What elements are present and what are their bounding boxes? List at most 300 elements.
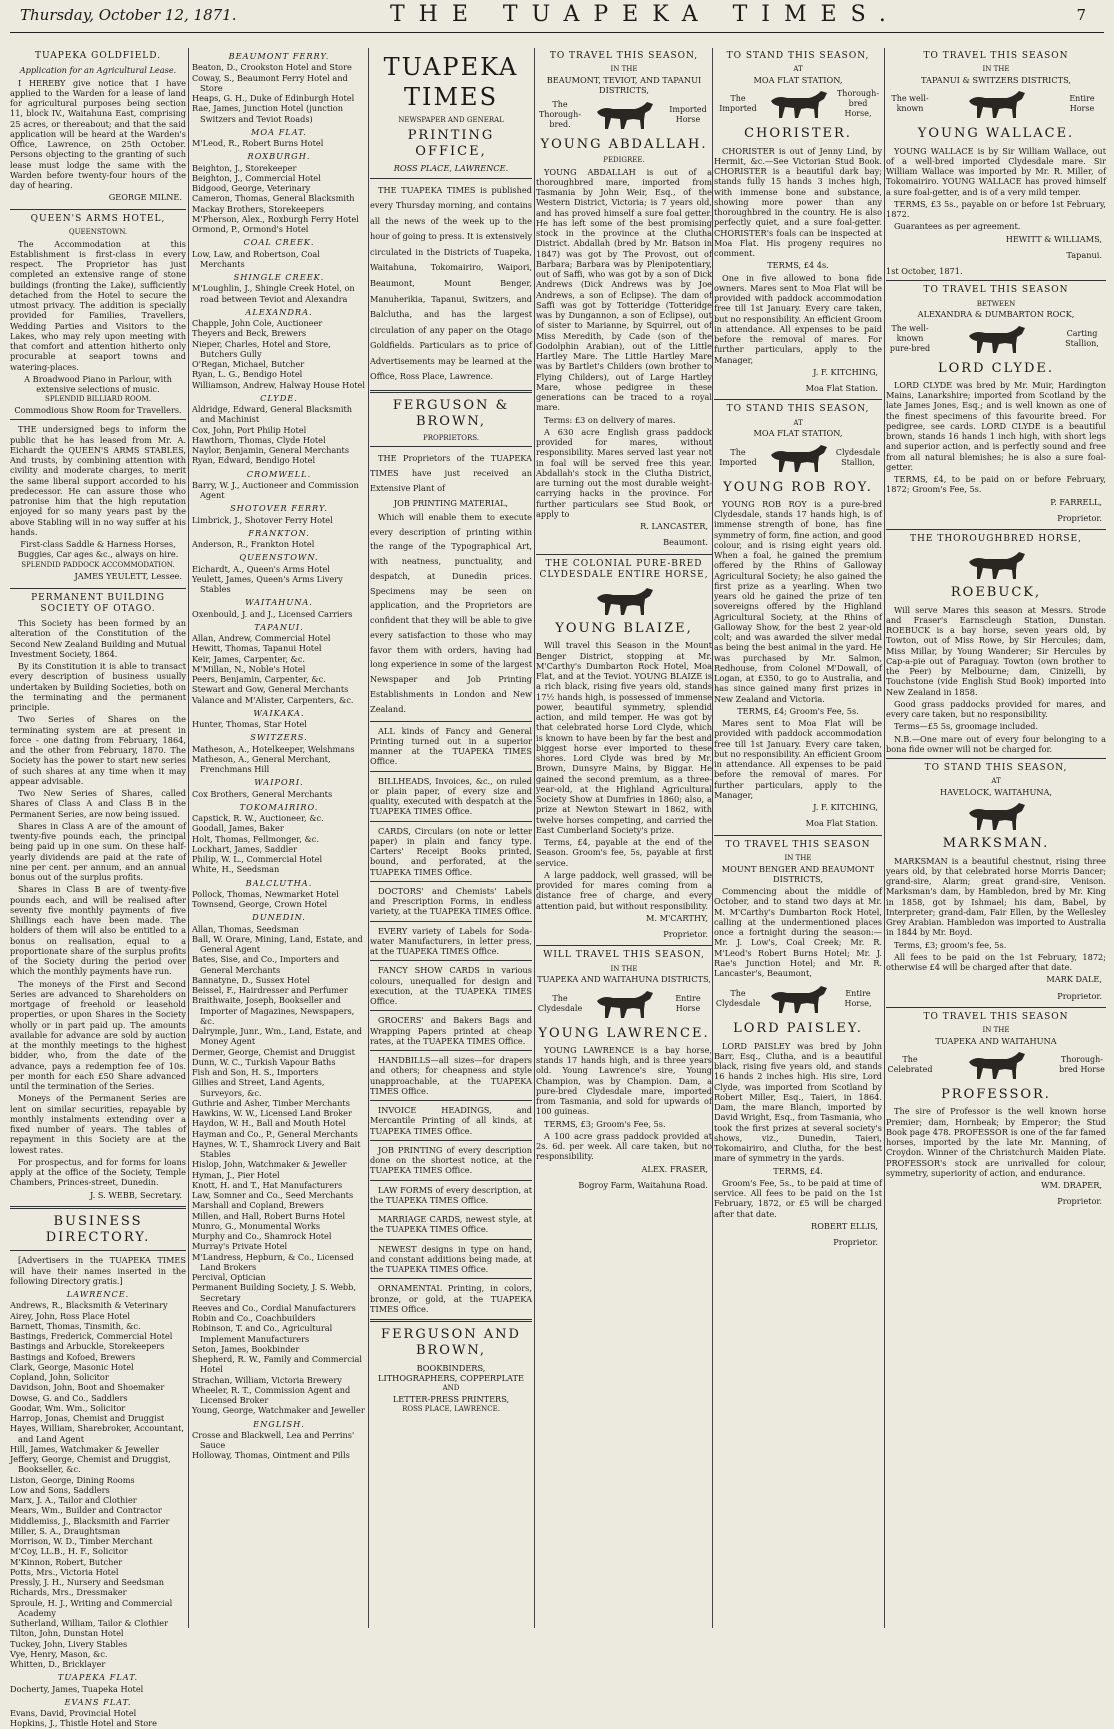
- ad-signature: M. M'CARTHY,: [646, 912, 708, 923]
- directory-list: [10, 1684, 186, 1694]
- ad-districts: MOUNT BENGER AND BEAUMONT DISTRICTS,: [721, 863, 875, 884]
- directory-entry: Chapple, John Cole, Auctioneer: [192, 318, 323, 328]
- ad-heading: TO TRAVEL THIS SEASON,: [549, 51, 699, 61]
- ad-terms: TERMS, £4, to be paid on or before February, 1872; Groom's Fee, 5s.: [886, 474, 1106, 495]
- job-printing-heading: JOB PRINTING MATERIAL,: [393, 497, 509, 508]
- proprietors-label: PROPRIETORS.: [422, 433, 480, 442]
- directory-entry: Reeves and Co., Cordial Manufacturers: [192, 1302, 356, 1313]
- queens-arms-billiard: SPLENDID BILLIARD ROOM.: [45, 395, 151, 404]
- horse-name: CHORISTER.: [744, 126, 852, 142]
- directory-entry: Heaps, G. H., Duke of Edinburgh Hotel: [192, 93, 355, 103]
- rule: [886, 1007, 1106, 1008]
- directory-town: ALEXANDRA.: [245, 306, 313, 317]
- job-printing-body: Which will enable them to execute every description of printing within the range of the Typographical Art, with neatness, punctuality, and despatch, at Dunedin prices. Specimens may be seen on application, and the Proprietors are confident that they will be able to give every satisfaction to those who may favor them with orders, having had long experience in some of the largest Newspaper and Job Printing Establishments in London and New Zealand.: [370, 511, 532, 714]
- building-society-title: PERMANENT BUILDING SOCIETY OF OTAGO.: [31, 592, 165, 614]
- directory-entry: Limbrick, J., Shotover Ferry Hotel: [192, 514, 333, 525]
- ad-at: AT: [793, 418, 803, 427]
- horse-label-left: The well-known: [891, 94, 929, 114]
- ad-heading: TO TRAVEL THIS SEASON: [923, 285, 1069, 296]
- bookbinders-line: LITHOGRAPHERS, COPPERPLATE: [378, 1372, 524, 1383]
- directory-entry: Davidson, John, Boot and Shoemaker: [10, 1382, 165, 1393]
- directory-entry: Shepherd, R. W., Family and Commercial Hotel: [192, 1354, 363, 1375]
- horse-row: [886, 85, 1106, 123]
- horse-illustration-icon: [961, 87, 1031, 121]
- ad-body: YOUNG ROB ROY is a pure-bred Clydesdale, stands 17 hands high, is of immense strength of bone, has fine symmetry of form, fine action, and good colour, and is rising eight years old. When a foal, he gained the premium offered by the Rhins of Galloway Agricultural Society; he also gained the first prize as a yearling. When two years old he gained the prize of ten sovereigns offered by the Highland Agricultural Society, at the Rhins of Galloway Show, for the best 2 year-old colt; and was awarded the silver medal as being the best animal in the yard. He was purchased by Mr. Salmon, Redhouse, from Colonel M'Dowall, of Logan, at £350, to go to Australia, and has since gained many first prizes in New Zealand and Victoria.: [714, 498, 882, 704]
- directory-entry: Ryan, L. G., Bendigo Hotel: [192, 369, 303, 380]
- bookbinders-address: ROSS PLACE, LAWRENCE.: [402, 1405, 500, 1414]
- directory-entry: Townsend, George, Crown Hotel: [192, 899, 328, 909]
- printing-ad: DOCTORS' and Chemists' Labels and Prescription Forms, in endless variety, at the TUAPEKA TIMES Office.: [370, 885, 532, 917]
- directory-town: EVANS FLAT.: [64, 1696, 132, 1707]
- directory-entry: Beaton, D., Crookston Hotel and Store: [192, 62, 352, 73]
- directory-entry: Morrison, W. D., Timber Merchant: [10, 1536, 153, 1546]
- directory-entry: Williamson, Andrew, Halway House Hotel: [192, 379, 365, 390]
- directory-town: SHOTOVER FERRY.: [230, 503, 328, 514]
- queens-arms-piano: A Broadwood Piano in Parlour, with extensive selections of music.: [24, 373, 172, 394]
- column-6: [886, 48, 1106, 1628]
- proprietors-title: FERGUSON & BROWN,: [392, 398, 510, 430]
- directory-entry: Tuckey, John, Livery Stables: [10, 1638, 128, 1649]
- directory-entry: Allan, Andrew, Commercial Hotel: [192, 633, 331, 643]
- directory-entry: Seton, James, Bookbinder: [192, 1343, 300, 1354]
- ad-heading: TO TRAVEL THIS SEASON: [923, 1011, 1069, 1022]
- directory-list: [192, 62, 366, 124]
- ad-body: LORD PAISLEY was bred by John Barr, Esq., Clutha, and is a beautiful black, rising five years old, and stands 16 hands 2 inches high. His sire, Lord Clyde, was imported from Scotland by Robert Miller, Esq., Taieri, in 1864. Dam, the mare Blanch, imported by David Wright, Esq., from Tasmania, who took the first prizes at several society's shows, viz., Dunedin, Taieri, Tokomairiro, and Clutha, for the best mare of symmetry in the yards.: [714, 1040, 882, 1164]
- ad-signature-place: Tapanui.: [1066, 249, 1102, 260]
- directory-entry: Oxenbould, J. and J., Licensed Carriers: [192, 608, 353, 619]
- directory-town: LAWRENCE.: [66, 1289, 130, 1299]
- ad-districts: TUAPEKA AND WAITAHUNA DISTRICTS,: [537, 974, 711, 985]
- horse-name: ROEBUCK,: [950, 585, 1042, 601]
- stables-horses: First-class Saddle & Harness Horses, Buggies, Car ages &c., always on hire.: [17, 539, 179, 560]
- goldfield-title: TUAPEKA GOLDFIELD.: [34, 51, 162, 61]
- directory-entry: Robin and Co., Coachbuilders: [192, 1313, 316, 1323]
- directory-entry: Law, Somner and Co., Seed Merchants: [192, 1190, 354, 1200]
- rule: [536, 554, 712, 555]
- directory-list: [192, 813, 366, 875]
- directory-list: [192, 138, 366, 148]
- directory-entry: Munro, G., Monumental Works: [192, 1220, 321, 1231]
- directory-entry: Permanent Building Society, J. S. Webb, Secretary: [192, 1282, 357, 1303]
- directory-entry: Eichardt, A., Queen's Arms Hotel: [192, 563, 330, 574]
- directory-entry: M'Coy, LL.B., H. F., Solicitor: [10, 1546, 128, 1557]
- ad-body: A large paddock, well grassed, will be provided for mares coming from a distance free of charge, and every attention paid, but without responsibility.: [536, 869, 712, 911]
- directory-town: TUAPEKA FLAT.: [57, 1672, 139, 1683]
- ad-in: IN THE: [982, 65, 1010, 74]
- horse-name: YOUNG ROB ROY.: [723, 479, 873, 495]
- ad-body: YOUNG ABDALLAH is out of a thoroughbred mare, imported from Tasmania by John Weir, Esq., of the Western District, Victoria; is 7 years old, and has proved himself a sure foal getter. He has left some of the best promising stock in the province at the Clutha District. Abdallah (bred by Mr. Batson in 1847) was got by The Provost, out of Barbara; Barbara was by Plenipotentiary, out of Saffi, who was got by a son of Dick Andrews (Dick Andrews was by Joe Andrews, a son of Eclipse). The dam of Saffi was got by Totteridge (Totteridge was by Dungannon, a son of Eclipse), out of sister to Marianne, by Squirrel, out of Miss Meredith, by Cade (son of the Godolphin Arabian), out of the Little Hartley Mare. The Little Hartley Mare was by Bartlet's Childers (own brother to Flying Childers), out of Large Hartley Mare, whose pedigree in these generations can be traced to a royal mare.: [536, 166, 712, 413]
- horse-name: YOUNG WALLACE.: [917, 126, 1075, 142]
- directory-list: [192, 564, 366, 595]
- ad-signature: HEWITT & WILLIAMS,: [1005, 233, 1102, 244]
- directory-entry: Murphy and Co., Shamrock Hotel: [192, 1231, 332, 1241]
- directory-list: [192, 633, 366, 705]
- directory-entry: Bastings, Frederick, Commercial Hotel: [10, 1331, 173, 1341]
- directory-entry: O'Regan, Michael, Butcher: [192, 359, 305, 369]
- horse-row: [536, 96, 712, 134]
- directory-entry: Marshall and Copland, Brewers: [192, 1200, 324, 1211]
- directory-list: [192, 719, 366, 729]
- directory-entry: Peers, Benjamin, Carpenter, &c.: [192, 674, 326, 684]
- ad-in: IN THE: [610, 65, 638, 74]
- rule: [370, 821, 532, 822]
- queens-arms-body: The Accommodation at this Establishment is first-class in every respect. The Proprietor has just completed an extensive range of stone buildings (fronting the Lake), sufficiently detached from the Hotel to secure the utmost privacy. The addition is specially provided for Families, Travellers, Wedding Parties and Visitors to the Lakes, who may rely upon meeting with that comfort and attention hitherto only procurable at seaport towns and watering-places.: [10, 238, 186, 372]
- ad-terms: Terms—£5 5s, groomage included.: [894, 721, 1039, 732]
- printing-ad: INVOICE HEADINGS, and Mercantile Printing of all kinds, at TUAPEKA TIMES Office.: [370, 1105, 532, 1136]
- directory-entry: Cox Brothers, General Merchants: [192, 788, 333, 799]
- directory-entry: Hyman, J., Pier Hotel: [192, 1169, 280, 1180]
- ad-signature-place: Bogroy Farm, Waitahuna Road.: [578, 1179, 708, 1190]
- directory-town: TAPANUI.: [254, 621, 304, 632]
- stables-paddock: SPLENDID PADDOCK ACCOMMODATION.: [21, 560, 175, 569]
- ad-body: Mares sent to Moa Flat will be provided with paddock accommodation free till 1st January. Every care taken, but no responsibility. An efficient Groom in attendance. All expenses to be paid before the removal of mares. For further particulars, apply to the Manager,: [714, 718, 882, 800]
- column-divider: [188, 48, 189, 1628]
- directory-entry: Potts, Mrs., Victoria Hotel: [10, 1566, 119, 1577]
- horse-illustration-icon: [763, 982, 833, 1016]
- directory-list: [192, 789, 366, 799]
- ad-body: Will serve Mares this season at Messrs. Strode and Fraser's Earnscleugh Station, Dunstan. ROEBUCK is a bay horse, seven years old, by Towton, out of Miss Rowe, by Sir Hercules; dam, Miss Millar, by Young Wanderer; Sir Hercules by Cap-a-pie out of Paraguay. Towton (own brother to the Peer) by Melbourne; dam, Cinizelli, by Touchstone (vide English Stud Book) imported into New Zealand in 1858.: [886, 604, 1106, 697]
- building-society-para: Two New Series of Shares, called Shares of Class A and Class B in the Permanent Series, are now being issued.: [10, 788, 186, 819]
- printing-ad: CARDS, Circulars (on note or letter paper) in plain and fancy type. Carters' Receipt Books printed, bound, and perforated, at the TUAPEKA TIMES Office.: [370, 825, 532, 877]
- directory-list: [10, 1708, 186, 1729]
- rule: [10, 1206, 186, 1209]
- directory-entry: Knott, H. and T., Hat Manufacturers: [192, 1179, 343, 1190]
- building-society-para: This Society has been formed by an alteration of the Constitution of the Second New Zealand Building and Mutual Investment Society, 1864.: [10, 618, 186, 659]
- directory-entry: Crosse and Blackwell, Lea and Perrins' Sauce: [192, 1429, 355, 1450]
- directory-entry: Bidgood, George, Veterinary: [192, 183, 311, 193]
- ad-districts: BEAUMONT, TEVIOT, AND TAPANUI DISTRICTS,: [546, 75, 702, 96]
- building-society-para: By its Constitution it is able to transact every description of business usually undertaken by Building Societies, both on the terminating and the permanent principle.: [10, 661, 186, 712]
- directory-entry: Clark, George, Masonic Hotel: [10, 1361, 134, 1372]
- ad-body: Guarantees as per agreement.: [894, 221, 1021, 232]
- goldfield-signature: GEORGE MILNE.: [108, 192, 182, 203]
- directory-town: COAL CREEK.: [243, 237, 315, 248]
- ad-terms: TERMS, £4.: [773, 1165, 823, 1176]
- directory-entry: Haydon, W. H., Ball and Mouth Hotel: [192, 1118, 346, 1129]
- directory-list: [192, 515, 366, 525]
- rule: [886, 529, 1106, 530]
- horse-label-right: Clydesdale Stallion,: [835, 447, 881, 467]
- horse-label-left: The well-known pure-bred: [889, 323, 931, 353]
- horse-name: MARKSMAN.: [942, 836, 1050, 852]
- printing-ad: NEWEST designs in type on hand, and constant additions being made, at the TUAPEKA TIMES Office.: [370, 1243, 532, 1275]
- building-society-signature: J. S. WEBB, Secretary.: [89, 1189, 182, 1200]
- directory-entry: White, H., Seedsman: [192, 864, 280, 875]
- ad-body: A 100 acre grass paddock provided at 2s. 6d. per week. All care taken, but no responsibility.: [536, 1130, 712, 1162]
- bookbinders-line: AND: [442, 1384, 460, 1393]
- ad-body: Groom's Fee, 5s., to be paid at time of service. All fees to be paid on the 1st February, 1872, or £5 will be charged after that date.: [714, 1177, 882, 1219]
- directory-town: WAIPORI.: [254, 777, 304, 788]
- building-society-para: The moneys of the First and Second Series are advanced to Shareholders on mortgage of freehold or leasehold properties, or upon Shares in the Society wholly or in part paid up. The amounts available for advance are sold by auction at the monthly meetings to the highest bidder, who, from the date of the advance, pays a redemption fee of 10s. per month for each £50 Share advanced until the termination of the Series.: [10, 978, 186, 1091]
- rule: [370, 446, 532, 447]
- directory-entry: Theyers and Beck, Brewers: [192, 328, 307, 339]
- printing-ad: ALL kinds of Fancy and General Printing turned out in a superior manner at the TUAPEKA TIMES Office.: [370, 725, 532, 767]
- directory-entry: Coway, S., Beaumont Ferry Hotel and Store: [192, 72, 348, 93]
- ad-body: Commencing about the middle of October, and to stand two days at Mr. M. M'Carthy's Dumbarton Rock Hotel, calling at the undermentioned places once a fortnight during the season:— Mr. J. Low's, Coal Creek; Mr. R. M'Leod's Robert Burns Hotel; Mr. J. Rae's Junction Hotel; and Mr. R. Lancaster's, Beaumont,: [714, 886, 882, 978]
- directory-entry: Holloway, Thomas, Ointment and Pills: [192, 1450, 350, 1461]
- ad-note: N.B.—One mare out of every four belonging to a bona fide owner will not be charged for.: [886, 733, 1106, 754]
- directory-town: CROMWELL.: [246, 468, 312, 479]
- horse-name: LORD PAISLEY.: [733, 1021, 863, 1037]
- ad-terms: Terms: £3 on delivery of mares.: [544, 414, 676, 425]
- ad-signature: J. F. KITCHING,: [813, 802, 878, 812]
- directory-list: [192, 539, 366, 549]
- printing-ad: MARRIAGE CARDS, newest style, at the TUAPEKA TIMES Office.: [370, 1214, 532, 1235]
- horse-illustration-icon: [763, 441, 833, 475]
- horse-row: [714, 980, 882, 1018]
- directory-entry: Dunn, W. C., Turkish Vapour Baths: [192, 1056, 336, 1067]
- directory-list: [192, 163, 366, 235]
- directory-entry: Miller, S. A., Draughtsman: [10, 1525, 121, 1536]
- directory-list: [192, 1430, 366, 1461]
- rule: [370, 178, 532, 179]
- horse-illustration-icon: [763, 87, 833, 121]
- ad-signature-place: Moa Flat Station.: [805, 818, 878, 829]
- directory-list: [10, 1300, 186, 1669]
- horse-name: LORD CLYDE.: [937, 360, 1054, 376]
- directory-town: MOA FLAT.: [250, 126, 308, 137]
- ad-signature-place: Proprietor.: [663, 929, 708, 939]
- directory-list: [192, 318, 366, 390]
- ad-at: AT: [793, 65, 803, 74]
- directory-entry: Goodar, Wm. Wm., Solicitor: [10, 1402, 126, 1413]
- horse-label-right: Entire Horse,: [844, 989, 872, 1009]
- ad-signature: P. FARRELL,: [1050, 496, 1102, 507]
- directory-entry: Bastings and Arbuckle, Storekeepers: [10, 1341, 165, 1352]
- ad-signature: J. F. KITCHING,: [813, 366, 878, 377]
- rule: [370, 1050, 532, 1051]
- directory-entry: Docherty, James, Tuapeka Hotel: [10, 1683, 144, 1694]
- directory-entry: Hill, James, Watchmaker & Jeweller: [10, 1443, 159, 1454]
- ad-heading: TO TRAVEL THIS SEASON: [923, 51, 1069, 61]
- queens-arms-showroom: Commodious Show Room for Travellers.: [14, 405, 182, 415]
- rule: [370, 771, 532, 772]
- horse-row: [886, 1046, 1106, 1084]
- directory-entry: Jeffery, George, Chemist and Druggist, Bookseller, &c.: [10, 1454, 171, 1475]
- directory-entry: Beighton, J., Commercial Hotel: [192, 172, 321, 183]
- ad-body: Will travel this Season in the Mount Benger District, stopping at Mr. M'Carthy's Dumbarton Rock Hotel, Moa Flat, and at the Teviot. YOUNG BLAIZE is a rich black, rising five years old, stands 17½ hands high, is possessed of immense power, beautiful symmetry, splendid action, and mild temper. He was got by that celebrated horse Lord Clyde, which is known to have been by far the best and biggest horse ever imported to these shores. Lord Clyde was bred by Mr. Brown, Dunsyre Mains, by Biggar. He gained the second premium, as a three-year-old, at the Highland Agricultural Society Show at Dumfries in 1860; also, a prize at Newton Stewart in 1862, with twelve horses competing, and carried the East Cumberland Society's prize.: [536, 640, 712, 835]
- directory-entry: Cameron, Thomas, General Blacksmith: [192, 193, 355, 204]
- rule: [370, 1278, 532, 1279]
- directory-entry: Young, George, Watchmaker and Jeweller: [192, 1405, 365, 1416]
- ad-terms: Terms, £4, payable at the end of the Season. Groom's fee, 5s, payable at first service.: [536, 837, 712, 868]
- directory-entry: Low, Law, and Robertson, Coal Merchants: [192, 248, 320, 269]
- directory-entry: Hawthorn, Thomas, Clyde Hotel: [192, 434, 326, 445]
- directory-entry: Rae, James, Junction Hotel (junction Switzers and Teviot Roads): [192, 103, 343, 124]
- rule: [10, 209, 186, 210]
- horse-label-left: The Celebrated: [887, 1055, 933, 1074]
- column-1: [10, 48, 186, 1729]
- horse-label-right: Thorough-bred Horse: [1059, 1055, 1105, 1074]
- ad-body: The sire of Professor is the well known horse Premier; dam, Hornbeak; by Emperor; the Stud Book page 478. PROFESSOR is one of the far famed horses, imported by the late Mr. Manning, of Croydon. Winner of the Christchurch Maiden Plate. PROFESSOR's stock are unrivalled for colour, symmetry, superiority of action, and endurance.: [886, 1106, 1106, 1178]
- ad-signature-place: Proprietor.: [1057, 512, 1102, 523]
- ad-body: YOUNG WALLACE is by Sir William Wallace, out of a well-bred imported Clydesdale mare. Sir William Wallace was imported by Mr. R. Miller, of Tokomairiro. YOUNG WALLACE has proved himself a sure foal-getter, and is of a very mild temper.: [886, 145, 1106, 197]
- column-2-directory: [192, 48, 366, 1628]
- directory-entry: M'Landress, Hepburn, & Co., Licensed Land Brokers: [192, 1251, 354, 1272]
- printing-ads: [370, 721, 532, 1315]
- ad-signature-place: Beaumont.: [663, 537, 708, 548]
- directory-entry: Robinson, T. and Co., Agricultural Implement Manufacturers: [192, 1323, 333, 1344]
- directory-entry: Bastings and Kofoed, Brewers: [10, 1351, 136, 1362]
- directory-list: [192, 249, 366, 270]
- directory-entry: Bannatyne, D., Sussex Hotel: [192, 974, 310, 985]
- ad-districts: TUAPEKA AND WAITAHUNA: [935, 1035, 1057, 1046]
- ad-between: BETWEEN: [976, 299, 1016, 308]
- directory-entry: Marx, J. A., Tailor and Clothier: [10, 1495, 137, 1505]
- ad-signature-place: Proprietor.: [1057, 990, 1102, 1001]
- horse-label-right: Thorough-bred Horse,: [836, 89, 880, 119]
- queens-arms-place: QUEENSTOWN.: [68, 227, 128, 236]
- stables-body: THE undersigned begs to inform the public that he has leased from Mr. A. Eichardt the QUEEN'S ARMS STABLES, And trusts, by combining attention with civility and moderate charges, to merit the same liberal support accorded to his predecessor. He can assure those who patronise him that the high reputation enjoyed for so many years past by the above Stabling will in no way suffer at his hands.: [10, 424, 186, 537]
- horse-name: YOUNG LAWRENCE.: [538, 1025, 710, 1041]
- ad-body: One in five allowed to bona fide owners. Mares sent to Moa Flat will be provided with paddock accommodation free till 1st January. Every care taken, but no responsibility. An efficient Groom in attendance. All expenses to be paid before the removal of mares. For further particulars, apply to the Manager,: [714, 272, 882, 365]
- rule: [370, 1140, 532, 1141]
- ad-date: 1st October, 1871.: [886, 266, 963, 276]
- directory-entry: Ball, W. Orare, Mining, Land, Estate, and General Agent: [192, 933, 363, 954]
- ad-heading: TO TRAVEL THIS SEASON: [725, 839, 871, 850]
- directory-entry: Stewart and Gow, General Merchants: [192, 684, 349, 695]
- directory-town: BEAUMONT FERRY.: [228, 51, 330, 61]
- directory-entry: Braithwaite, Joseph, Bookseller and Importer of Magazines, Newspapers, &c.: [192, 995, 355, 1026]
- ad-place: MOA FLAT STATION,: [753, 75, 843, 85]
- horse-illustration-icon: [961, 322, 1031, 356]
- directory-entry: Wheeler, R. T., Commission Agent and Licensed Broker: [192, 1384, 351, 1405]
- directory-entry: Airey, John, Ross Place Hotel: [10, 1310, 130, 1321]
- directory-entry: Murray's Private Hotel: [192, 1241, 288, 1252]
- ad-in: IN THE: [784, 853, 812, 862]
- directory-town: ENGLISH.: [253, 1418, 305, 1429]
- job-printing-intro: THE Proprietors of the TUAPEKA TIMES have just received an Extensive Plant of: [370, 453, 532, 493]
- printing-ad: JOB PRINTING of every description done on the shortest notice, at the TUAPEKA TIMES Office.: [370, 1144, 532, 1176]
- ad-signature: ALEX. FRASER,: [641, 1163, 708, 1174]
- rule: [886, 280, 1106, 281]
- building-society-para: For prospectus, and for forms for loans apply at the office of the Society, Temple Chambers, Princes-street, Dunedin.: [10, 1156, 186, 1188]
- paper-name: THE TUAPEKA TIMES.: [390, 2, 900, 27]
- directory-entry: Dalrymple, Junr., Wm., Land, Estate, and Money Agent: [192, 1026, 363, 1047]
- directory-entry: Millen, and Hall, Robert Burns Hotel: [192, 1210, 346, 1221]
- horse-row: [536, 985, 712, 1023]
- directory-town: DUNEDIN.: [252, 912, 306, 923]
- horse-illustration-icon: [589, 584, 659, 618]
- building-society-para: Two Series of Shares on the terminating system are at present in force - one dating from February, 1864, and the other from February, 1870. The Society has the power to start new series of such shares at any time when it may appear advisable.: [10, 714, 186, 786]
- masthead: [0, 0, 1114, 40]
- building-society-para: Shares in Class B are of twenty-five pounds each, and will be realised after seventy five monthly payments of five Shillings each have been made. The holders of them will also be entitled to a bonus on realisation, equal to a proportionate share of the surplus profits of the Society during the period over which the monthly payments have run.: [10, 884, 186, 977]
- ad-body: CHORISTER is out of Jenny Lind, by Hermit, &c.—See Victorian Stud Book. CHORISTER is a beautiful dark bay; stands fully 15 hands 3 inches high, with immense bone and substance, showing more power than any thoroughbred in the country. He is also perfectly quiet, and a sure foal-getter. CHORISTER's foals can be inspected at Moa Flat. His progeny requires no comment.: [714, 145, 882, 258]
- stables-signature: JAMES YEULETT, Lessee.: [74, 571, 182, 582]
- directory-entry: Pressly, J. H., Nursery and Seedsman: [10, 1577, 165, 1587]
- directory-entry: M'Leod, R., Robert Burns Hotel: [192, 138, 324, 148]
- rule: [536, 945, 712, 946]
- ad-body: LORD CLYDE was bred by Mr. Muir, Hardington Mains, Lanarkshire; imported from Scotland by the late James Jones, Esq.; and is well known as one of the finest specimens of this favourite breed. For pedigree, see cards. LORD CLYDE is a beautiful brown, stands 16 hands 1 inch high, with short legs and superior action, and is perfectly sound and free from all natural blemishes; he is also a sure foal-getter.: [886, 379, 1106, 472]
- directory-list: [192, 889, 366, 910]
- rule: [714, 835, 882, 836]
- horse-label-right: Carting Stallion,: [1065, 328, 1099, 348]
- directory-entry: Philip, W. L., Commercial Hotel: [192, 854, 323, 864]
- ad-terms: TERMS, £4 4s.: [767, 260, 829, 271]
- ad-signature-place: Proprietor.: [1057, 1196, 1102, 1207]
- directory-entry: Evans, David, Provincial Hotel: [10, 1708, 137, 1718]
- ad-signature: R. LANCASTER,: [640, 521, 708, 531]
- rule: [10, 419, 186, 420]
- printing-ad: ORNAMENTAL Printing, in colors, bronze, or gold, at the TUAPEKA TIMES Office.: [370, 1283, 532, 1314]
- rule: [886, 758, 1106, 759]
- ad-districts: ALEXANDRA & DUMBARTON ROCK,: [917, 309, 1075, 320]
- masthead-rule: [10, 32, 1104, 33]
- ad-in: IN THE: [610, 964, 638, 973]
- directory-list: [192, 480, 366, 501]
- rule: [370, 721, 532, 722]
- directory-entry: Barnett, Thomas, Tinsmith, &c.: [10, 1320, 141, 1331]
- ad-terms: TERMS, £3 5s., payable on or before 1st February, 1872.: [886, 198, 1106, 219]
- rule: [370, 1180, 532, 1181]
- directory-town: WAIKAKA.: [253, 707, 305, 718]
- printing-ad: EVERY variety of Labels for Soda-water Manufacturers, in letter press, at the TUAPEKA TIMES Office.: [370, 925, 532, 957]
- column-3: [370, 48, 532, 1628]
- rule: [10, 588, 186, 589]
- office-subtitle: NEWSPAPER AND GENERAL: [398, 116, 504, 124]
- rule: [10, 1250, 186, 1251]
- rule: [370, 390, 532, 393]
- rule: [370, 1239, 532, 1240]
- directory-entry: Mackay Brothers, Storekeepers: [192, 203, 324, 214]
- horse-label-right: Imported Horse: [669, 104, 707, 124]
- ad-districts: TAPANUI & SWITZERS DISTRICTS,: [920, 75, 1072, 85]
- ad-body: YOUNG LAWRENCE is a bay horse, stands 17 hands high, and is three years old. Young Lawrence's sire, Young Champion, was by Champion. Dam, a pure-bred Clydesdale mare, imported from Tasmania, and sold for upwards of 100 guineas.: [536, 1044, 712, 1117]
- directory-entry: Guthrie and Asher, Timber Merchants: [192, 1097, 350, 1108]
- directory-entry: Beissel, F., Hairdresser and Perfumer: [192, 985, 348, 995]
- printing-ad: GROCERS' and Bakers Bags and Wrapping Papers printed at cheap rates, at the TUAPEKA TIMES Office.: [370, 1015, 532, 1046]
- horse-label-left: The Imported: [719, 447, 757, 467]
- directory-entry: Whitten, D., Bricklayer: [10, 1659, 106, 1669]
- rule: [370, 881, 532, 882]
- horse-illustration-icon: [961, 1048, 1031, 1082]
- directory-entry: Matheson, A., Hotelkeeper, Welshmans: [192, 743, 355, 754]
- directory-town: WAITAHUNA.: [245, 597, 313, 608]
- ad-at: AT: [991, 777, 1001, 786]
- horse-label-right: Entire Horse: [675, 993, 701, 1013]
- directory-entry: Barry, W. J., Auctioneer and Commission Agent: [192, 479, 359, 500]
- directory-entry: Sutherland, William, Tailor & Clothier: [10, 1618, 169, 1628]
- business-directory-title: BUSINESS DIRECTORY.: [45, 1213, 151, 1245]
- horse-label-left: The Clydesdale: [537, 993, 583, 1013]
- ad-terms: TERMS, £3; Groom's Fee, 5s.: [544, 1118, 666, 1129]
- pedigree-label: PEDIGREE.: [603, 155, 645, 164]
- directory-entry: Ormond, P., Ormond's Hotel: [192, 224, 309, 234]
- directory-entry: Strachan, William, Victoria Brewery: [192, 1374, 342, 1385]
- ad-heading: TO STAND THIS SEASON,: [726, 51, 870, 61]
- directory-entry: Holt, Thomas, Fellmonger, &c.: [192, 833, 319, 844]
- directory-entry: Harrop, Jonas, Chemist and Druggist: [10, 1413, 165, 1423]
- ad-signature-place: Proprietor.: [833, 1237, 878, 1247]
- horse-illustration-icon: [961, 548, 1031, 582]
- building-society-para: Shares in Class A are of the amount of twenty-five pounds each, the principal being paid up in one sum. On these half-yearly dividends are paid at the rate of nine per cent. per annum, and an annual bonus out of the surplus profits.: [10, 820, 186, 882]
- column-divider: [712, 48, 713, 1628]
- directory-entry: M'Loughlin, J., Shingle Creek Hotel, on road between Teviot and Alexandra: [192, 283, 355, 304]
- ad-place: HAVELOCK, WAITAHUNA,: [939, 787, 1053, 797]
- directory-entry: Bates, Sise, and Co., Importers and General Merchants: [192, 954, 340, 975]
- directory-town: QUEENSTOWN.: [239, 552, 319, 563]
- column-5: [714, 48, 882, 1628]
- directory-list: [192, 404, 366, 466]
- horse-row: [714, 439, 882, 477]
- directory-entry: Copland, John, Solicitor: [10, 1372, 109, 1382]
- directory-town: SHINGLE CREEK.: [233, 272, 325, 282]
- ad-place: MOA FLAT STATION,: [753, 428, 843, 439]
- directory-town: ROXBURGH.: [247, 151, 311, 162]
- directory-entry: Matheson, A., General Merchant, Frenchmans Hill: [192, 753, 331, 774]
- page-number: 7: [1076, 6, 1086, 24]
- directory-entry: Hawkins, W. W., Licensed Land Broker: [192, 1108, 352, 1118]
